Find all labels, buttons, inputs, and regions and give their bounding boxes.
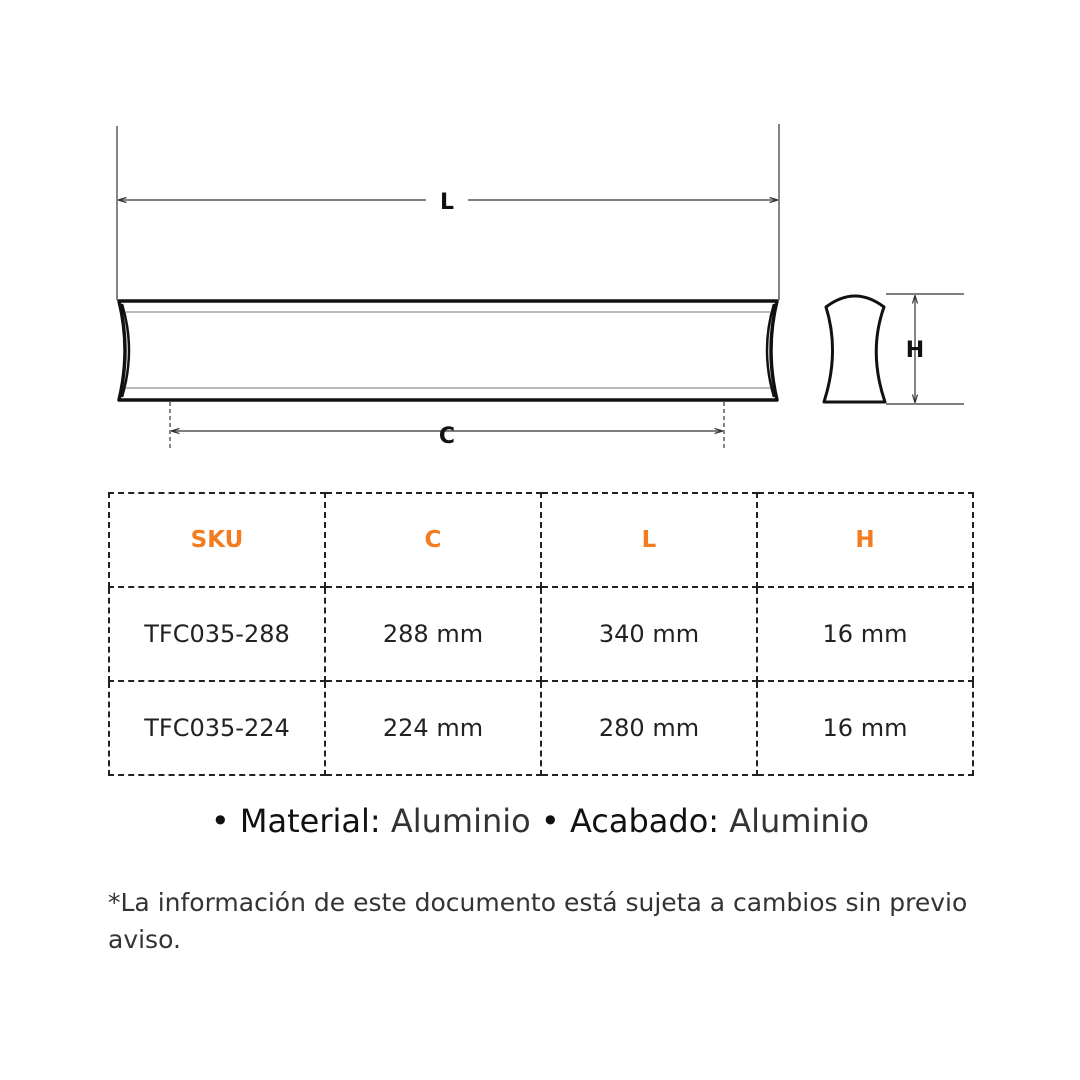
material-specs (0, 802, 1080, 840)
handle-front-view (119, 301, 777, 400)
table-row (109, 681, 973, 775)
cell-l: 280 mm (541, 681, 757, 775)
bullet: • (540, 802, 560, 840)
material-value: Aluminio (390, 802, 531, 840)
finish-value: Aluminio (729, 802, 870, 840)
material-key: Material: (239, 802, 381, 840)
dimensions-table (108, 492, 974, 776)
table-header-row (109, 493, 973, 587)
cell-c: 224 mm (325, 681, 541, 775)
length-label: L (439, 190, 455, 215)
disclaimer-text: *La información de este documento está sujeta a cambios sin previo aviso. (108, 888, 968, 954)
header-sku: SKU (109, 493, 325, 587)
bullet: • (210, 802, 230, 840)
header-c: C (325, 493, 541, 587)
finish-key: Acabado: (569, 802, 720, 840)
cell-c: 288 mm (325, 587, 541, 681)
cell-sku: TFC035-288 (109, 587, 325, 681)
header-h: H (757, 493, 973, 587)
header-l: L (541, 493, 757, 587)
cell-h: 16 mm (757, 587, 973, 681)
handle-technical-drawing (0, 0, 1080, 470)
cell-l: 340 mm (541, 587, 757, 681)
cell-h: 16 mm (757, 681, 973, 775)
handle-side-profile (824, 296, 885, 402)
center-label: C (438, 424, 456, 449)
cell-sku: TFC035-224 (109, 681, 325, 775)
table-row (109, 587, 973, 681)
height-label: H (905, 338, 925, 363)
